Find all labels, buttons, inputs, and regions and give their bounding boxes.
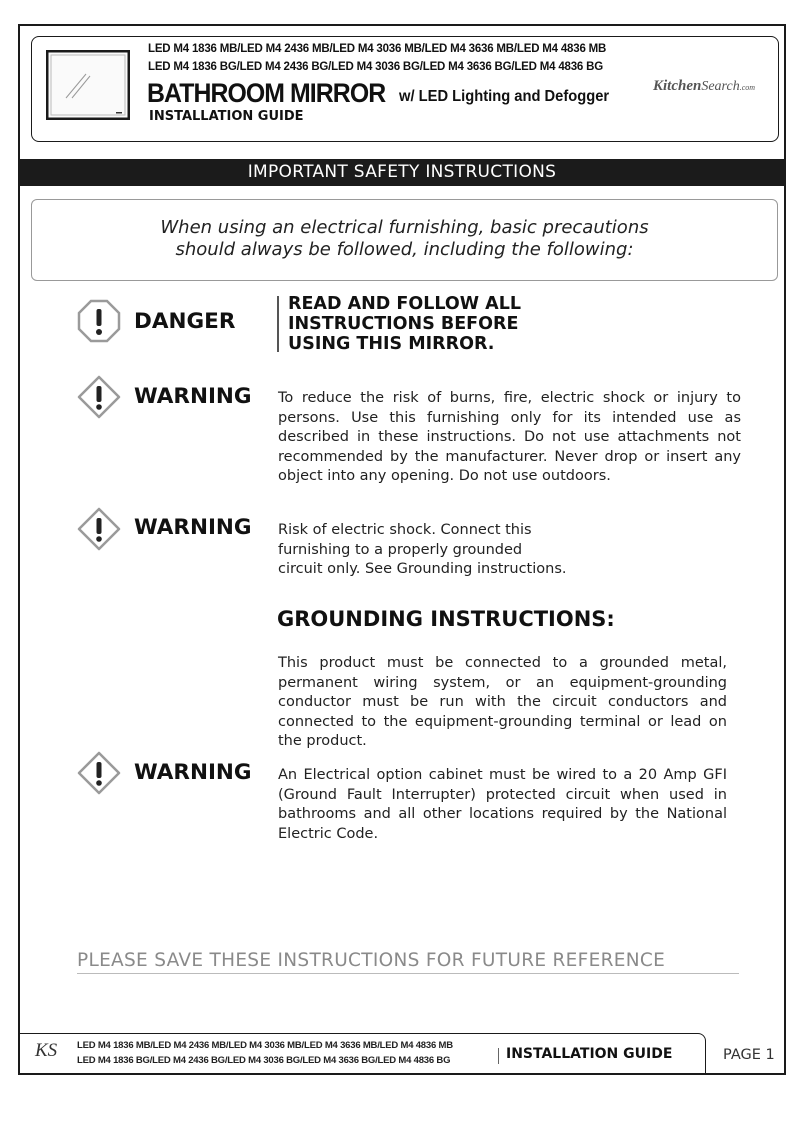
safety-instructions-banner: IMPORTANT SAFETY INSTRUCTIONS xyxy=(18,159,786,186)
danger-label: DANGER xyxy=(134,309,236,334)
brand-domain: .com xyxy=(739,83,756,92)
warning-label-2: WARNING xyxy=(134,515,252,540)
footer-installation-guide: INSTALLATION GUIDE xyxy=(506,1046,673,1062)
brand-name-part-1: Kitchen xyxy=(653,78,702,94)
brand-logo xyxy=(653,78,755,95)
grounding-heading: GROUNDING INSTRUCTIONS: xyxy=(277,607,615,631)
footer-divider xyxy=(498,1048,499,1064)
diamond-exclamation-icon xyxy=(77,507,121,551)
warning-text-3: An Electrical option cabinet must be wired to a 20 Amp GFI (Ground Fault Interrupter) protected circuit when used in bathrooms and all other locations required by the National Electric Code. xyxy=(278,767,727,842)
grounding-text: This product must be connected to a grounded metal, permanent wiring system, or an equipment-grounding conductor must be run with the circuit conductors and connected to the equipment-grounding terminal or lead on the product. xyxy=(278,655,727,749)
danger-line-1: READ AND FOLLOW ALL xyxy=(288,294,522,314)
intro-line-2: should always be followed, including the following: xyxy=(175,239,634,260)
diamond-exclamation-icon xyxy=(77,751,121,795)
danger-message xyxy=(288,294,588,354)
warning-label-1: WARNING xyxy=(134,384,252,409)
document-title: BATHROOM MIRROR xyxy=(147,78,386,108)
footer-models-line-1: LED M4 1836 MB/LED M4 2436 MB/LED M4 3036 MB/LED M4 3636 MB/LED M4 4836 MB xyxy=(77,1040,453,1051)
diamond-exclamation-icon xyxy=(77,375,121,419)
brand-name-part-2: Search xyxy=(701,79,740,94)
warning-text-1: To reduce the risk of burns, fire, electric shock or injury to persons. Use this furnishing only for its intended use as described in these instructions. Do not use attachments not recommended by the manufacturer. Never drop or insert any object into any opening. Do not use outdoors. xyxy=(278,390,741,484)
precautions-intro-box xyxy=(31,199,778,281)
mirror-illustration xyxy=(46,50,130,120)
warning-2-line-1: Risk of electric shock. Connect this xyxy=(278,522,532,538)
footer-models-line-2: LED M4 1836 BG/LED M4 2436 BG/LED M4 3036 BG/LED M4 3636 BG/LED M4 4836 BG xyxy=(77,1055,451,1066)
document-subtitle: w/ LED Lighting and Defogger xyxy=(399,88,610,105)
header-models-line-1: LED M4 1836 MB/LED M4 2436 MB/LED M4 3036 MB/LED M4 3636 MB/LED M4 4836 MB xyxy=(148,43,607,55)
warning-text-2 xyxy=(278,521,608,580)
header-models-line-2: LED M4 1836 BG/LED M4 2436 BG/LED M4 3036 BG/LED M4 3636 BG/LED M4 4836 BG xyxy=(148,61,603,73)
warning-2-line-2: furnishing to a properly grounded xyxy=(278,541,523,558)
installation-guide-label: INSTALLATION GUIDE xyxy=(149,109,304,124)
warning-label-3: WARNING xyxy=(134,760,252,785)
octagon-exclamation-icon xyxy=(77,299,121,343)
page-number: PAGE 1 xyxy=(723,1047,775,1063)
danger-divider xyxy=(277,296,279,352)
save-instructions-note: PLEASE SAVE THESE INSTRUCTIONS FOR FUTURE REFERENCE xyxy=(77,950,666,971)
danger-line-2: INSTRUCTIONS BEFORE xyxy=(288,314,519,334)
danger-line-3: USING THIS MIRROR. xyxy=(288,334,495,354)
intro-line-1: When using an electrical furnishing, basic precautions xyxy=(160,217,649,238)
save-note-underline xyxy=(77,973,739,974)
warning-2-line-3: circuit only. See Grounding instructions. xyxy=(278,561,567,577)
footer-logo: KS xyxy=(35,1040,58,1061)
